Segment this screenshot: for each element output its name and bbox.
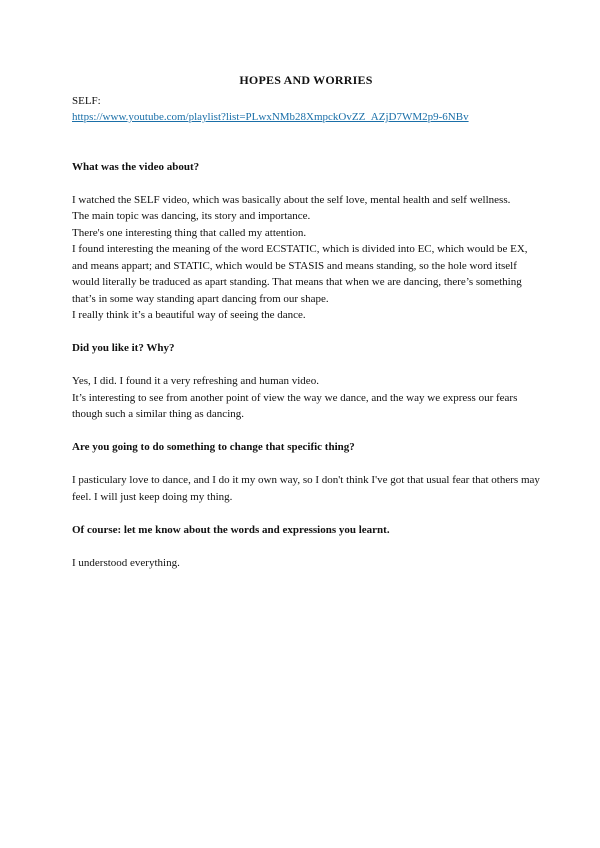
answer-paragraph: Yes, I did. I found it a very refreshing and human video. [72, 375, 319, 387]
answer-paragraph: I really think it’s a beautiful way of seeing the dance. [72, 309, 306, 321]
document-page [72, 72, 540, 571]
answer-paragraph: I pasticulary love to dance, and I do it my own way, so I don't think I've got that usual fear that others may feel. I will just keep doing my thing. [72, 474, 540, 503]
video-playlist-link[interactable]: https://www.youtube.com/playlist?list=PLwxNMb28XmpckOvZZ_AZjD7WM2p9-6NBv [72, 111, 469, 123]
question-video-about: What was the video about? [72, 160, 200, 173]
answer-paragraph: It’s interesting to see from another point of view the way we dance, and the way we express our fears though such a similar thing as dancing. [72, 391, 518, 420]
answer-paragraph: I found interesting the meaning of the word ECSTATIC, which is divided into EC, which would be EX, and means appart; and STATIC, which would be STASIS and means standing, so the hole word itself would literally be traduced as apart standing. That means that when we are dancing, there’s something that’s in some way standing apart dancing from our shape. [72, 243, 528, 305]
question-change-thing: Are you going to do something to change that specific thing? [72, 441, 355, 453]
question-words-learnt: Of course: let me know about the words and expressions you learnt. [72, 523, 390, 536]
document-title: HOPES AND WORRIES [239, 73, 373, 87]
question-did-you-like: Did you like it? Why? [72, 342, 175, 354]
answer-paragraph: There's one interesting thing that called my attention. [72, 226, 307, 239]
answer-paragraph: I understood everything. [72, 556, 180, 569]
answer-paragraph: I watched the SELF video, which was basically about the self love, mental health and self wellness. [72, 193, 511, 206]
self-label: SELF: [72, 94, 101, 107]
answer-paragraph: The main topic was dancing, its story and importance. [72, 210, 311, 222]
